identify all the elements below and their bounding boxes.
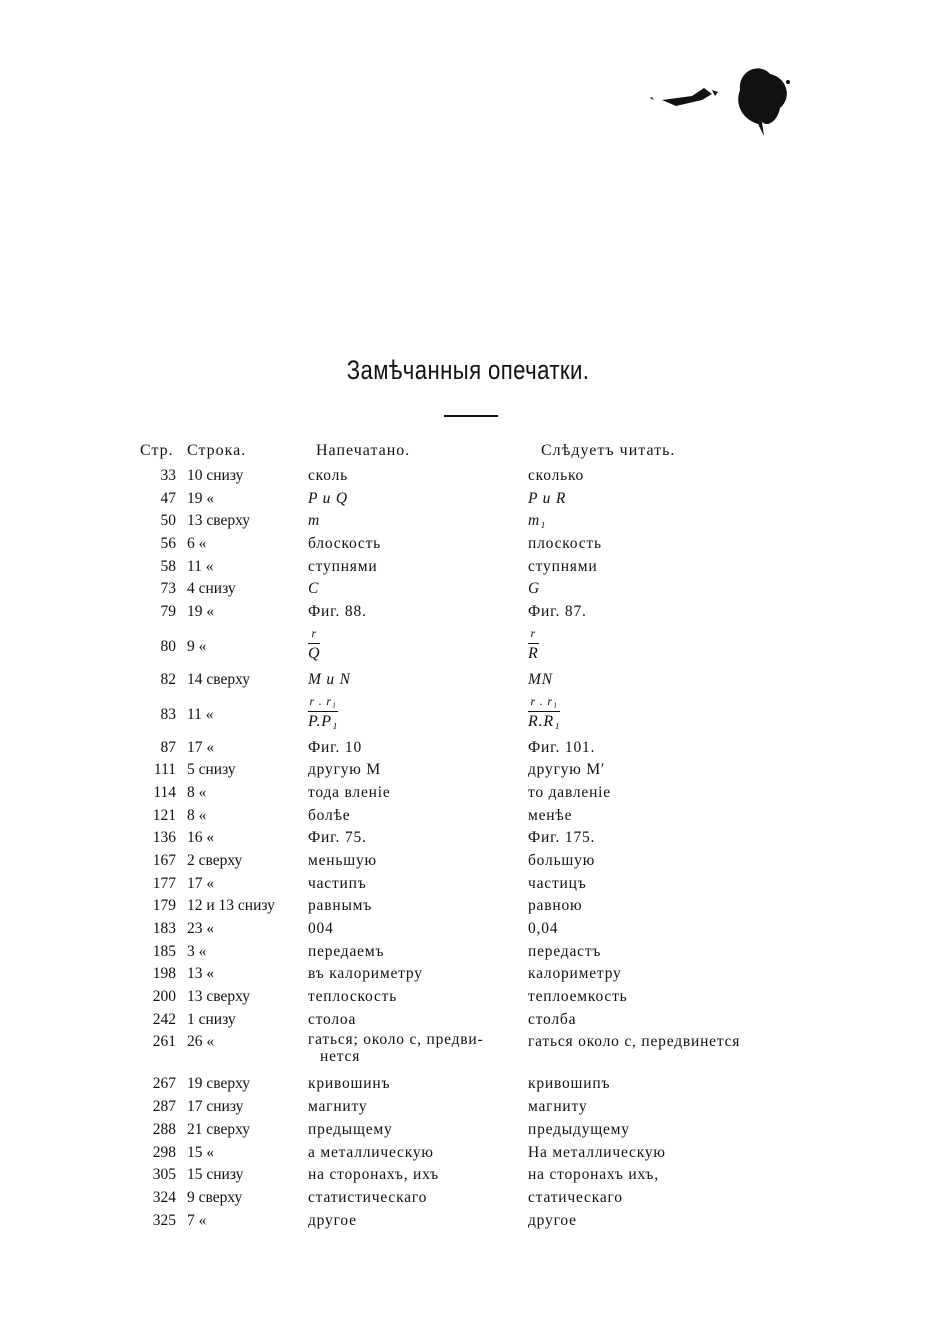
row-printed: M и N xyxy=(308,670,351,688)
fraction xyxy=(528,624,539,663)
row-page: 198 xyxy=(152,965,176,983)
table-row xyxy=(0,1096,936,1119)
row-line: 13 сверху xyxy=(187,988,251,1006)
row-line: 21 сверху xyxy=(187,1120,251,1138)
table-row xyxy=(0,692,936,737)
row-page: 305 xyxy=(152,1166,176,1184)
row-page: 177 xyxy=(152,874,176,892)
row-printed xyxy=(308,624,320,665)
row-correct: статическаго xyxy=(528,1188,623,1206)
row-correct: другую M′ xyxy=(528,761,606,779)
row-line: 26 « xyxy=(187,1033,215,1051)
row-page: 58 xyxy=(160,557,176,575)
row-page: 183 xyxy=(152,920,176,937)
table-row xyxy=(0,669,936,692)
table-row xyxy=(0,963,936,986)
table-row xyxy=(0,624,936,669)
row-line: 12 и 13 снизу xyxy=(187,897,275,915)
row-correct: большую xyxy=(528,851,596,869)
row-line: 19 « xyxy=(187,489,215,507)
row-correct: на сторонахъ ихъ, xyxy=(528,1166,659,1184)
row-line: 11 « xyxy=(187,557,214,575)
fraction xyxy=(528,692,560,731)
row-correct: P и R xyxy=(528,489,567,507)
fraction-denominator: Q xyxy=(308,644,321,662)
table-row xyxy=(0,578,936,601)
row-printed: въ калориметру xyxy=(308,965,423,983)
table-row xyxy=(0,918,936,941)
row-correct: то давленіе xyxy=(528,783,611,801)
row-line: 23 « xyxy=(187,920,215,937)
fraction-denominator: R xyxy=(528,644,539,662)
row-page: 33 xyxy=(160,467,176,484)
row-correct: G xyxy=(528,580,540,598)
table-row xyxy=(0,488,936,511)
table-row xyxy=(0,782,936,805)
row-line: 8 « xyxy=(187,783,207,801)
row-printed: магниту xyxy=(308,1098,368,1116)
row-page: 50 xyxy=(160,512,176,530)
row-printed: Фиг. 75. xyxy=(308,829,367,847)
row-page: 73 xyxy=(160,580,176,598)
row-page: 287 xyxy=(152,1098,176,1116)
row-line: 2 сверху xyxy=(187,851,243,869)
row-correct: На металлическую xyxy=(528,1143,666,1161)
row-line: 17 « xyxy=(187,738,215,756)
table-row xyxy=(0,1210,936,1233)
row-page: 267 xyxy=(152,1075,176,1093)
row-line: 1 снизу xyxy=(187,1010,236,1028)
fraction xyxy=(308,624,320,663)
table-row xyxy=(0,510,936,533)
table-row xyxy=(0,873,936,896)
row-printed: статистическаго xyxy=(308,1188,428,1206)
header-correct: Слѣдуетъ читать. xyxy=(541,442,676,459)
row-page: 185 xyxy=(152,942,176,960)
fraction-numerator: r . r₁ xyxy=(309,693,337,708)
row-printed: другую M xyxy=(308,761,381,779)
row-printed: болѣе xyxy=(308,806,351,824)
row-printed-line1: гаться; около c, предви- xyxy=(308,1031,484,1049)
table-row xyxy=(0,601,936,624)
row-correct: передастъ xyxy=(528,942,602,960)
fraction-numerator: r . r₁ xyxy=(530,693,558,708)
row-correct: калориметру xyxy=(528,965,622,983)
fraction-numerator: r xyxy=(311,625,317,640)
row-page: 87 xyxy=(160,738,176,756)
row-page: 82 xyxy=(160,670,176,688)
row-correct: теплоемкость xyxy=(528,988,628,1006)
row-printed: равнымъ xyxy=(308,897,373,915)
row-printed xyxy=(308,1031,483,1065)
table-row xyxy=(0,1187,936,1210)
row-correct: столба xyxy=(528,1010,577,1028)
row-page: 121 xyxy=(152,806,176,824)
row-line: 13 сверху xyxy=(187,512,251,530)
row-printed: столоа xyxy=(308,1010,357,1028)
row-line: 16 « xyxy=(187,829,215,847)
table-row xyxy=(0,805,936,828)
row-printed: блоскость xyxy=(308,535,382,553)
row-line: 19 « xyxy=(187,603,215,621)
fraction xyxy=(308,692,338,731)
row-printed: Фиг. 10 xyxy=(308,738,362,756)
row-page: 114 xyxy=(153,783,176,801)
row-printed: частипъ xyxy=(308,874,367,892)
table-row xyxy=(0,1009,936,1032)
header-printed: Напечатано. xyxy=(316,442,411,459)
row-line: 10 снизу xyxy=(187,467,244,484)
row-line: 9 « xyxy=(187,637,207,655)
row-page: 111 xyxy=(153,761,176,779)
table-row xyxy=(0,850,936,873)
row-line: 11 « xyxy=(187,705,214,723)
row-page: 200 xyxy=(152,988,176,1006)
row-page: 136 xyxy=(152,829,176,847)
row-correct: Фиг. 175. xyxy=(528,829,596,847)
row-correct: ступнями xyxy=(528,557,598,575)
row-correct: m₁ xyxy=(528,512,547,530)
row-line: 3 « xyxy=(187,942,207,960)
table-row xyxy=(0,533,936,556)
table-row xyxy=(0,465,936,488)
fraction-denominator: R.R₁ xyxy=(528,712,561,730)
row-line: 13 « xyxy=(187,965,215,983)
table-row xyxy=(0,759,936,782)
row-correct: равною xyxy=(528,897,583,915)
row-page: 79 xyxy=(160,603,176,621)
row-page: 242 xyxy=(152,1010,176,1028)
row-page: 261 xyxy=(152,1033,176,1051)
row-printed: ступнями xyxy=(308,557,378,575)
table-row xyxy=(0,556,936,579)
row-line: 9 сверху xyxy=(187,1188,243,1206)
row-page: 56 xyxy=(160,535,176,553)
table-row xyxy=(0,1119,936,1142)
row-page: 47 xyxy=(160,489,176,507)
table-row xyxy=(0,895,936,918)
row-correct: 0,04 xyxy=(528,920,559,937)
row-line: 14 сверху xyxy=(187,670,251,688)
errata-table xyxy=(0,465,936,1232)
row-printed: 004 xyxy=(308,920,334,937)
row-line: 5 снизу xyxy=(187,761,236,779)
table-row xyxy=(0,1142,936,1165)
row-printed: передаемъ xyxy=(308,942,385,960)
row-line: 15 « xyxy=(187,1143,215,1161)
row-correct xyxy=(528,624,539,665)
title-divider xyxy=(444,415,498,417)
row-printed: C xyxy=(308,580,320,598)
row-page: 325 xyxy=(152,1211,176,1229)
row-correct: предыдущему xyxy=(528,1120,630,1138)
row-printed-line2: нется xyxy=(320,1048,361,1066)
fraction-numerator: r xyxy=(530,625,537,640)
row-page: 288 xyxy=(152,1120,176,1138)
table-row xyxy=(0,986,936,1009)
row-printed xyxy=(308,692,338,733)
row-page: 167 xyxy=(152,851,176,869)
row-page: 324 xyxy=(152,1188,176,1206)
row-printed: кривошинъ xyxy=(308,1075,391,1093)
table-row xyxy=(0,1073,936,1096)
page-title: Замѣчанныя опечатки. xyxy=(346,355,590,385)
row-printed: Фиг. 88. xyxy=(308,603,367,621)
row-line: 4 снизу xyxy=(187,580,236,598)
table-row xyxy=(0,1164,936,1187)
row-printed: m xyxy=(308,512,320,530)
row-line: 6 « xyxy=(187,535,207,553)
header-line: Строка. xyxy=(187,442,247,459)
row-line: 15 снизу xyxy=(187,1166,244,1184)
row-correct xyxy=(528,692,560,733)
ink-blot xyxy=(640,60,810,150)
row-correct: другое xyxy=(528,1211,577,1229)
row-printed: предыщему xyxy=(308,1120,393,1138)
row-printed: тода вленіе xyxy=(308,783,391,801)
table-row xyxy=(0,1031,936,1073)
row-printed: P и Q xyxy=(308,489,348,507)
row-printed: а металлическую xyxy=(308,1143,434,1161)
row-line: 17 « xyxy=(187,874,215,892)
fraction-denominator: P.P₁ xyxy=(308,712,339,730)
row-line: 17 снизу xyxy=(187,1098,244,1116)
row-page: 80 xyxy=(160,637,176,655)
table-row xyxy=(0,941,936,964)
row-page: 298 xyxy=(152,1143,176,1161)
header-page: Стр. xyxy=(140,442,174,459)
row-line: 19 сверху xyxy=(187,1075,251,1093)
row-correct: Фиг. 87. xyxy=(528,603,587,621)
row-correct: магниту xyxy=(528,1098,588,1116)
row-correct: кривошипъ xyxy=(528,1075,611,1093)
table-row xyxy=(0,827,936,850)
table-row xyxy=(0,737,936,760)
row-printed: меньшую xyxy=(308,851,377,869)
row-line: 8 « xyxy=(187,806,207,824)
row-printed: сколь xyxy=(308,467,348,484)
row-correct: MN xyxy=(528,670,553,688)
row-line: 7 « xyxy=(187,1211,207,1229)
row-correct: Фиг. 101. xyxy=(528,738,596,756)
row-correct: менѣе xyxy=(528,806,573,824)
row-printed: на сторонахъ, ихъ xyxy=(308,1166,439,1184)
row-correct: плоскость xyxy=(528,535,602,553)
row-printed: другое xyxy=(308,1211,357,1229)
row-correct: гаться около c, передвинется xyxy=(528,1033,741,1051)
row-correct: частицъ xyxy=(528,874,587,892)
row-page: 83 xyxy=(160,705,176,723)
row-printed: теплоскость xyxy=(308,988,398,1006)
row-correct: сколько xyxy=(528,467,585,484)
row-page: 179 xyxy=(152,897,176,915)
